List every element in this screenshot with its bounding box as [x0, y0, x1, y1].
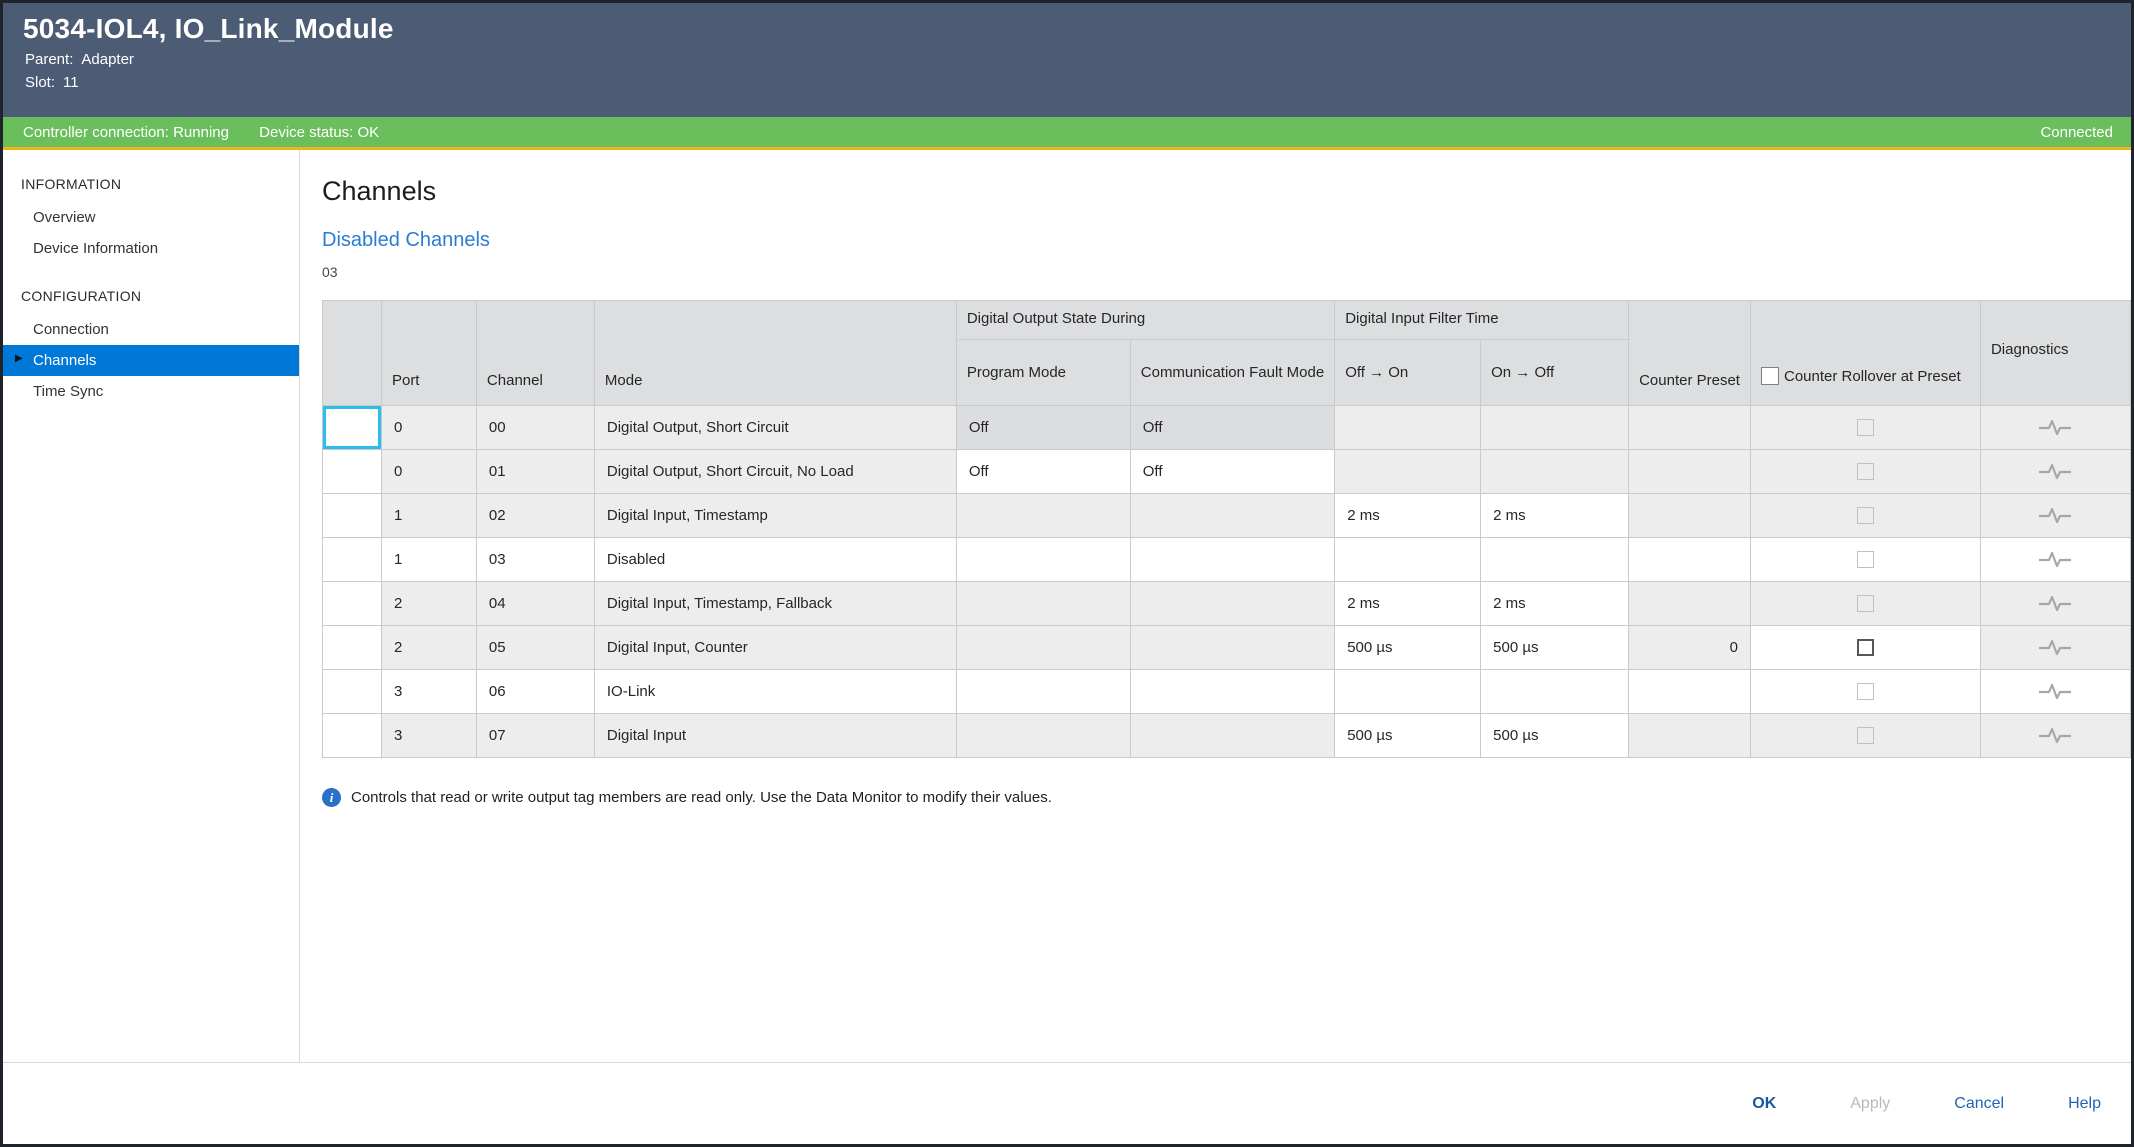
- program-mode-cell: [956, 670, 1130, 714]
- port-cell: 1: [381, 494, 476, 538]
- channel-row-07: [323, 714, 2131, 758]
- diagnostics-cell: [1980, 494, 2130, 538]
- channel-row-06: [323, 670, 2131, 714]
- connection-state-badge: Connected: [2040, 123, 2113, 141]
- channels-table-body: [323, 406, 2131, 758]
- counter-preset-cell: [1629, 450, 1751, 494]
- comm-fault-mode-cell: [1130, 582, 1334, 626]
- mode-cell: Disabled: [594, 538, 956, 582]
- navigation-sidebar: [3, 150, 300, 1062]
- diagnostics-pulse-icon[interactable]: [2037, 594, 2073, 614]
- row-selector-cell[interactable]: [323, 582, 382, 626]
- diagnostics-pulse-icon[interactable]: [2037, 506, 2073, 526]
- counter-preset-cell: [1629, 538, 1751, 582]
- channel-row-03: [323, 538, 2131, 582]
- diagnostics-pulse-icon[interactable]: [2037, 550, 2073, 570]
- diagnostics-pulse-icon[interactable]: [2037, 726, 2073, 746]
- disabled-channels-value: 03: [322, 264, 338, 280]
- channels-table: [322, 300, 2131, 758]
- rollover-checkbox[interactable]: [1857, 639, 1874, 656]
- selected-item-arrow-icon: ▶: [15, 353, 23, 364]
- row-selector-cell[interactable]: [323, 626, 382, 670]
- comm-fault-mode-cell: Off: [1130, 406, 1334, 450]
- rollover-cell: [1750, 714, 1980, 758]
- port-cell: 0: [381, 406, 476, 450]
- program-mode-cell: [956, 494, 1130, 538]
- diagnostics-cell: [1980, 626, 2130, 670]
- filter-on-off-cell[interactable]: 2 ms: [1481, 582, 1629, 626]
- rollover-cell: [1750, 582, 1980, 626]
- sidebar-section-header: CONFIGURATION: [21, 288, 142, 304]
- program-mode-column-header: Program Mode: [956, 340, 1130, 406]
- row-selector-cell[interactable]: [323, 670, 382, 714]
- rollover-checkbox: [1857, 595, 1874, 612]
- rollover-cell: [1750, 670, 1980, 714]
- rollover-checkbox: [1857, 419, 1874, 436]
- selector-column-header: [323, 301, 382, 406]
- filter-on-off-cell[interactable]: 500 µs: [1481, 626, 1629, 670]
- program-mode-cell: [956, 538, 1130, 582]
- sidebar-section-header: INFORMATION: [21, 176, 122, 192]
- counter-preset-cell: [1629, 670, 1751, 714]
- counter-preset-cell: 0: [1629, 626, 1751, 670]
- comm-fault-mode-cell: [1130, 670, 1334, 714]
- diagnostics-cell: [1980, 538, 2130, 582]
- channel-cell: 05: [476, 626, 594, 670]
- comm-fault-mode-cell: [1130, 538, 1334, 582]
- status-left: [23, 124, 405, 141]
- sidebar-item-connection[interactable]: Connection: [33, 321, 109, 338]
- rollover-all-checkbox[interactable]: [1761, 367, 1779, 385]
- channel-cell: 00: [476, 406, 594, 450]
- program-mode-cell: [956, 714, 1130, 758]
- filter-off-on-cell: [1335, 406, 1481, 450]
- port-cell: 3: [381, 714, 476, 758]
- readonly-note-text: Controls that read or write output tag members are read only. Use the Data Monitor to modify their values.: [351, 789, 1052, 806]
- cancel-button[interactable]: Cancel: [1940, 1083, 2018, 1125]
- port-cell: 1: [381, 538, 476, 582]
- channel-cell: 03: [476, 538, 594, 582]
- filter-on-off-cell: [1481, 538, 1629, 582]
- counter-rollover-column-header: [1750, 301, 1980, 406]
- channel-row-02: [323, 494, 2131, 538]
- diagnostics-cell: [1980, 406, 2130, 450]
- channel-cell: 04: [476, 582, 594, 626]
- mode-cell: Digital Input, Counter: [594, 626, 956, 670]
- dialog-footer: [3, 1062, 2131, 1144]
- filter-on-off-cell[interactable]: 2 ms: [1481, 494, 1629, 538]
- diagnostics-pulse-icon[interactable]: [2037, 462, 2073, 482]
- channel-row-01: [323, 450, 2131, 494]
- sidebar-item-time-sync[interactable]: Time Sync: [33, 383, 104, 400]
- parent-line: [25, 51, 2131, 68]
- filter-on-off-cell[interactable]: 500 µs: [1481, 714, 1629, 758]
- channel-row-05: [323, 626, 2131, 670]
- row-selector-cell[interactable]: [323, 494, 382, 538]
- help-button[interactable]: Help: [2054, 1083, 2115, 1125]
- row-selector-cell[interactable]: [323, 714, 382, 758]
- rollover-checkbox: [1857, 551, 1874, 568]
- counter-preset-column-header: Counter Preset: [1629, 301, 1751, 406]
- ok-button[interactable]: OK: [1728, 1083, 1800, 1125]
- rollover-checkbox: [1857, 683, 1874, 700]
- filter-on-off-cell: [1481, 670, 1629, 714]
- port-cell: 2: [381, 626, 476, 670]
- counter-preset-cell: [1629, 406, 1751, 450]
- filter-on-off-cell: [1481, 450, 1629, 494]
- filter-off-on-cell[interactable]: 2 ms: [1335, 494, 1481, 538]
- slot-label: Slot:: [25, 74, 56, 91]
- info-icon: i: [322, 788, 341, 807]
- diagnostics-cell: [1980, 450, 2130, 494]
- controller-connection-status: Controller connection: Running: [23, 123, 229, 141]
- port-cell: 3: [381, 670, 476, 714]
- rollover-cell: [1750, 406, 1980, 450]
- device-status: Device status: OK: [259, 123, 380, 141]
- filter-off-on-cell: [1335, 450, 1481, 494]
- rollover-cell: [1750, 450, 1980, 494]
- sidebar-item-overview[interactable]: Overview: [33, 209, 96, 226]
- row-selector-cell[interactable]: [323, 538, 382, 582]
- mode-cell: Digital Output, Short Circuit: [594, 406, 956, 450]
- slot-line: [25, 74, 2131, 91]
- rollover-cell: [1750, 494, 1980, 538]
- channel-cell: 02: [476, 494, 594, 538]
- counter-preset-cell: [1629, 494, 1751, 538]
- filter-off-on-column-header: Off → On: [1335, 340, 1481, 406]
- diagnostics-cell: [1980, 714, 2130, 758]
- rollover-column-label: Counter Rollover at Preset: [1783, 368, 1961, 385]
- comm-fault-mode-cell: [1130, 626, 1334, 670]
- main-panel: [300, 150, 2131, 1062]
- filter-off-on-cell[interactable]: 500 µs: [1335, 626, 1481, 670]
- diagnostics-pulse-icon[interactable]: [2037, 638, 2073, 658]
- window-title: 5034-IOL4, IO_Link_Module: [23, 13, 394, 44]
- diagnostics-cell: [1980, 670, 2130, 714]
- program-mode-cell[interactable]: Off: [956, 450, 1130, 494]
- filter-off-on-cell: [1335, 670, 1481, 714]
- filter-on-off-cell: [1481, 406, 1629, 450]
- readonly-note: [322, 788, 2131, 807]
- diagnostics-pulse-icon[interactable]: [2037, 418, 2073, 438]
- diagnostics-pulse-icon[interactable]: [2037, 682, 2073, 702]
- titlebar: [3, 3, 2131, 117]
- filter-off-on-cell[interactable]: 500 µs: [1335, 714, 1481, 758]
- page-title: Channels: [322, 176, 437, 206]
- rollover-cell: [1750, 538, 1980, 582]
- filter-off-on-cell[interactable]: 2 ms: [1335, 582, 1481, 626]
- parent-value: Adapter: [81, 51, 134, 68]
- program-mode-cell: [956, 582, 1130, 626]
- channel-row-00: [323, 406, 2131, 450]
- channel-cell: 07: [476, 714, 594, 758]
- rollover-checkbox: [1857, 727, 1874, 744]
- apply-button[interactable]: Apply: [1836, 1083, 1904, 1125]
- program-mode-cell: Off: [956, 406, 1130, 450]
- digital-input-filter-group-header: Digital Input Filter Time: [1335, 301, 1629, 340]
- program-mode-cell: [956, 626, 1130, 670]
- channel-cell: 06: [476, 670, 594, 714]
- sidebar-item-channels[interactable]: ▶ Channels: [3, 345, 299, 376]
- disabled-channels-link[interactable]: Disabled Channels: [322, 229, 490, 251]
- channel-cell: 01: [476, 450, 594, 494]
- diagnostics-column-header: Diagnostics: [1980, 301, 2130, 406]
- mode-cell: IO-Link: [594, 670, 956, 714]
- mode-cell: Digital Input, Timestamp: [594, 494, 956, 538]
- channel-column-header: Channel: [476, 301, 594, 406]
- filter-on-off-column-header: On → Off: [1481, 340, 1629, 406]
- counter-preset-cell: [1629, 582, 1751, 626]
- port-column-header: Port: [381, 301, 476, 406]
- rollover-checkbox: [1857, 463, 1874, 480]
- mode-cell: Digital Input: [594, 714, 956, 758]
- channel-row-04: [323, 582, 2131, 626]
- connection-status-bar: [3, 117, 2131, 150]
- counter-preset-cell: [1629, 714, 1751, 758]
- rollover-checkbox: [1857, 507, 1874, 524]
- filter-off-on-cell: [1335, 538, 1481, 582]
- digital-output-state-group-header: Digital Output State During: [956, 301, 1334, 340]
- row-selector-cell[interactable]: [323, 406, 382, 450]
- comm-fault-mode-cell: [1130, 494, 1334, 538]
- mode-cell: Digital Input, Timestamp, Fallback: [594, 582, 956, 626]
- comm-fault-mode-cell[interactable]: Off: [1130, 450, 1334, 494]
- sidebar-item-device-information[interactable]: Device Information: [33, 240, 159, 257]
- mode-cell: Digital Output, Short Circuit, No Load: [594, 450, 956, 494]
- comm-fault-mode-cell: [1130, 714, 1334, 758]
- diagnostics-cell: [1980, 582, 2130, 626]
- rollover-cell: [1750, 626, 1980, 670]
- row-selector-cell[interactable]: [323, 450, 382, 494]
- mode-column-header: Mode: [594, 301, 956, 406]
- port-cell: 2: [381, 582, 476, 626]
- port-cell: 0: [381, 450, 476, 494]
- parent-label: Parent:: [25, 51, 74, 68]
- slot-value: 11: [63, 74, 79, 91]
- comm-fault-mode-column-header: Communication Fault Mode: [1130, 340, 1334, 406]
